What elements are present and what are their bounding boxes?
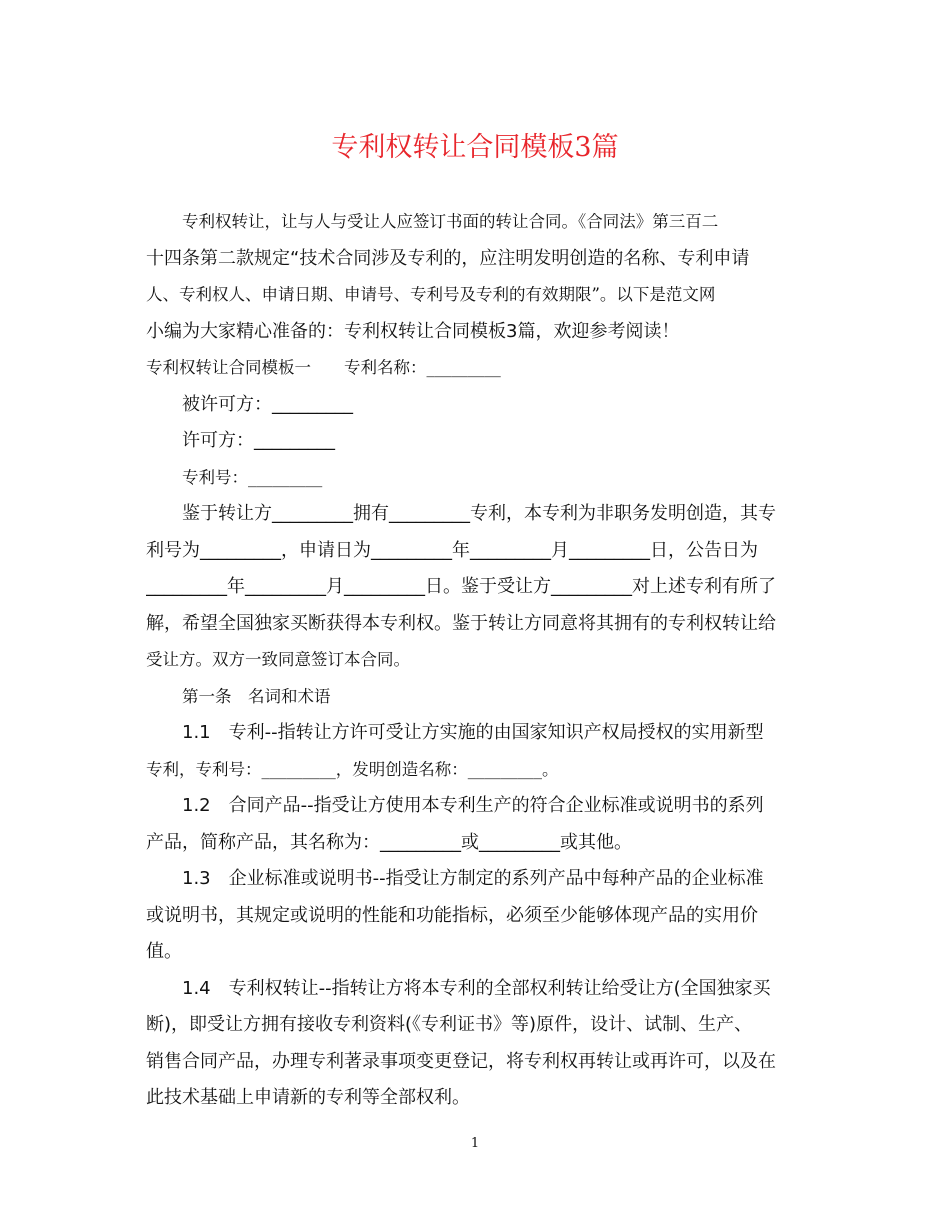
clause-line: 销售合同产品，办理专利著录事项变更登记，将专利权再转让或再许可，以及在 <box>146 1050 776 1072</box>
clause-line: 此技术基础上申请新的专利等全部权利。 <box>146 1087 470 1108</box>
clause-line: 值。 <box>146 941 182 962</box>
clause-line: 1.4 专利权转让--指转让方将本专利的全部权利转让给受让方(全国独家买 <box>182 977 771 999</box>
intro-line: 小编为大家精心准备的：专利权转让合同模板3篇，欢迎参考阅读！ <box>146 320 680 342</box>
article-one-heading: 第一条 名词和术语 <box>182 686 331 706</box>
clause-line: 1.2 合同产品--指受让方使用本专利生产的符合企业标准或说明书的系列 <box>182 795 764 816</box>
page-number: 1 <box>470 1136 480 1151</box>
intro-line: 人、专利权人、申请日期、申请号、专利号及专利的有效期限”。以下是范文网 <box>146 285 716 304</box>
patent-number-field: 专利号：_________ <box>182 467 323 487</box>
clause-line: 1.3 企业标准或说明书--指受让方制定的系列产品中每种产品的企业标准 <box>182 868 764 889</box>
page-title: 专利权转让合同模板3篇 <box>331 132 619 163</box>
preamble-line: 解，希望全国独家买断获得本专利权。鉴于转让方同意将其拥有的专利权转让给 <box>146 612 776 634</box>
document-body <box>146 204 806 1117</box>
intro-line: 十四条第二款规定“技术合同涉及专利的，应注明发明创造的名称、专利申请 <box>146 247 750 269</box>
clause-line: 专利，专利号：_________，发明创造名称：_________。 <box>146 759 559 779</box>
licensor-field: 许可方：_________ <box>182 430 335 451</box>
preamble-line: 利号为_________，申请日为_________年_________月_________日，公告日为 <box>146 539 758 561</box>
preamble-line: _________年_________月_________日。鉴于受让方_________对上述专利有所了 <box>146 576 776 597</box>
preamble-line: 鉴于转让方_________拥有_________专利，本专利为非职务发明创造，其专 <box>182 503 776 524</box>
clause-line: 1.1 专利--指转让方许可受让方实施的由国家知识产权局授权的实用新型 <box>182 722 764 743</box>
licensee-field: 被许可方：_________ <box>182 393 353 415</box>
clause-line: 或说明书，其规定或说明的性能和功能指标，必须至少能够体现产品的实用价 <box>146 904 758 926</box>
clause-line: 断)，即受让方拥有接收专利资料(《专利证书》等)原件，设计、试制、生产、 <box>146 1014 753 1035</box>
template-one-heading: 专利权转让合同模板一 专利名称：_________ <box>146 358 501 377</box>
intro-line: 专利权转让，让与人与受让人应签订书面的转让合同。《合同法》第三百二 <box>182 212 719 231</box>
clause-line: 产品，简称产品，其名称为：_________或_________或其他。 <box>146 831 632 853</box>
preamble-line: 受让方。双方一致同意签订本合同。 <box>146 650 410 669</box>
